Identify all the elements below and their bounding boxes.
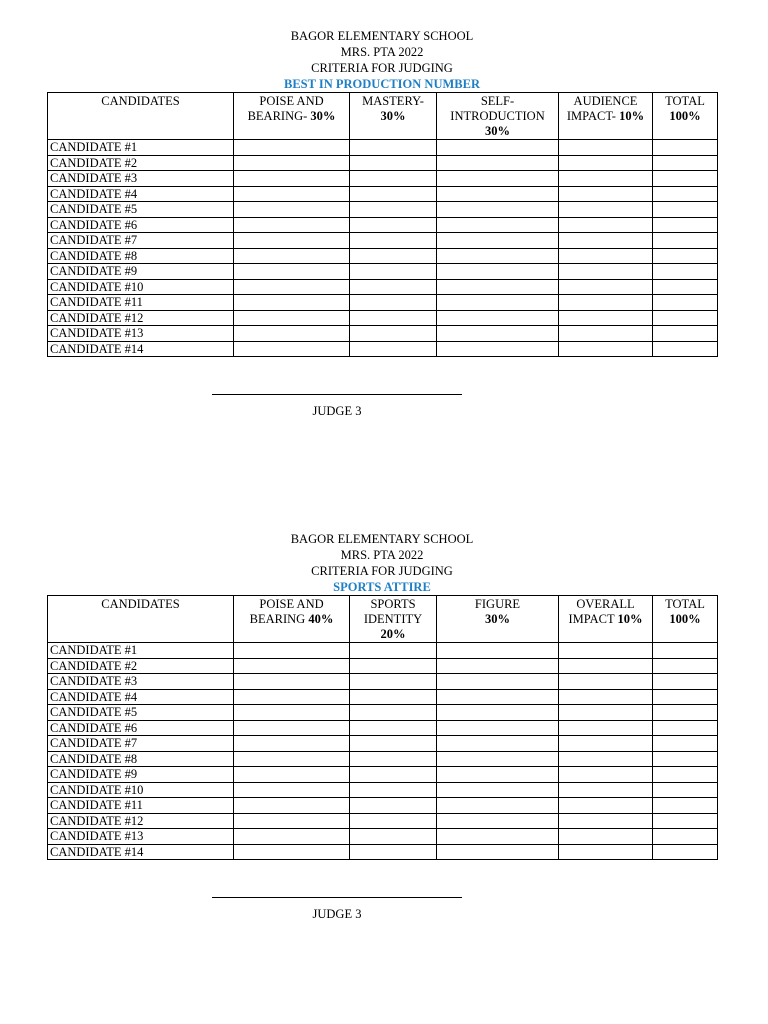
score-cell[interactable]	[559, 674, 653, 690]
score-cell[interactable]	[234, 689, 350, 705]
score-cell[interactable]	[437, 248, 559, 264]
candidate-name: CANDIDATE #12	[48, 813, 234, 829]
score-cell[interactable]	[653, 798, 718, 814]
candidate-name: CANDIDATE #5	[48, 705, 234, 721]
candidate-name: CANDIDATE #14	[48, 844, 234, 860]
score-cell[interactable]	[559, 782, 653, 798]
score-cell[interactable]	[234, 202, 350, 218]
candidate-name: CANDIDATE #9	[48, 264, 234, 280]
score-cell[interactable]	[559, 829, 653, 845]
table-row	[48, 248, 718, 264]
score-cell[interactable]	[437, 720, 559, 736]
score-cell[interactable]	[350, 751, 437, 767]
score-cell[interactable]	[559, 326, 653, 342]
score-cell[interactable]	[234, 782, 350, 798]
score-cell[interactable]	[437, 341, 559, 357]
table-row	[48, 643, 718, 659]
candidate-name: CANDIDATE #1	[48, 140, 234, 156]
score-cell[interactable]	[350, 767, 437, 783]
table-row	[48, 705, 718, 721]
score-cell[interactable]	[234, 844, 350, 860]
score-cell[interactable]	[653, 233, 718, 249]
score-cell[interactable]	[559, 279, 653, 295]
score-cell[interactable]	[559, 140, 653, 156]
candidate-name: CANDIDATE #6	[48, 217, 234, 233]
score-cell[interactable]	[350, 689, 437, 705]
judge-signature-2	[212, 897, 462, 922]
school-name: BAGOR ELEMENTARY SCHOOL	[290, 532, 474, 546]
judging-form-1	[47, 28, 717, 357]
candidate-name: CANDIDATE #11	[48, 798, 234, 814]
table-row	[48, 674, 718, 690]
table-row	[48, 217, 718, 233]
score-cell[interactable]	[437, 643, 559, 659]
table-row	[48, 202, 718, 218]
candidate-name: CANDIDATE #5	[48, 202, 234, 218]
candidate-name: CANDIDATE #7	[48, 736, 234, 752]
candidate-name: CANDIDATE #2	[48, 155, 234, 171]
score-cell[interactable]	[234, 705, 350, 721]
score-cell[interactable]	[437, 171, 559, 187]
table-row	[48, 813, 718, 829]
score-cell[interactable]	[350, 782, 437, 798]
school-name: BAGOR ELEMENTARY SCHOOL	[290, 29, 474, 43]
score-cell[interactable]	[559, 798, 653, 814]
score-cell[interactable]	[653, 782, 718, 798]
score-cell[interactable]	[437, 705, 559, 721]
score-cell[interactable]	[350, 248, 437, 264]
score-cell[interactable]	[437, 767, 559, 783]
score-cell[interactable]	[653, 720, 718, 736]
score-cell[interactable]	[653, 326, 718, 342]
score-cell[interactable]	[653, 751, 718, 767]
candidate-name: CANDIDATE #1	[48, 643, 234, 659]
score-cell[interactable]	[437, 674, 559, 690]
candidate-name: CANDIDATE #4	[48, 689, 234, 705]
score-cell[interactable]	[437, 326, 559, 342]
score-cell[interactable]	[559, 689, 653, 705]
score-cell[interactable]	[350, 310, 437, 326]
table-row	[48, 155, 718, 171]
score-cell[interactable]	[653, 279, 718, 295]
table-row	[48, 233, 718, 249]
score-table	[47, 92, 718, 357]
score-cell[interactable]	[437, 751, 559, 767]
score-cell[interactable]	[437, 689, 559, 705]
candidate-name: CANDIDATE #9	[48, 767, 234, 783]
candidate-name: CANDIDATE #3	[48, 171, 234, 187]
score-cell[interactable]	[559, 720, 653, 736]
column-header-sports-identity: SPORTS IDENTITY 20%	[350, 596, 437, 643]
table-header-row	[48, 93, 718, 140]
score-cell[interactable]	[653, 844, 718, 860]
score-cell[interactable]	[437, 295, 559, 311]
candidate-name: CANDIDATE #8	[48, 248, 234, 264]
judge-signature-1	[212, 394, 462, 419]
score-cell[interactable]	[350, 264, 437, 280]
column-header-self-introduction: SELF- INTRODUCTION 30%	[437, 93, 559, 140]
candidate-name: CANDIDATE #10	[48, 279, 234, 295]
score-cell[interactable]	[437, 217, 559, 233]
score-cell[interactable]	[234, 310, 350, 326]
score-cell[interactable]	[653, 674, 718, 690]
table-row	[48, 295, 718, 311]
table-row	[48, 279, 718, 295]
score-cell[interactable]	[234, 813, 350, 829]
score-cell[interactable]	[234, 798, 350, 814]
judge-label: JUDGE 3	[312, 404, 362, 418]
score-cell[interactable]	[437, 140, 559, 156]
category-title: SPORTS ATTIRE	[333, 580, 431, 594]
column-header-poise: POISE AND BEARING- 30%	[234, 93, 350, 140]
column-header-total: TOTAL 100%	[653, 596, 718, 643]
table-row	[48, 140, 718, 156]
score-cell[interactable]	[653, 155, 718, 171]
table-row	[48, 341, 718, 357]
candidate-name: CANDIDATE #13	[48, 829, 234, 845]
score-cell[interactable]	[350, 674, 437, 690]
candidate-name: CANDIDATE #10	[48, 782, 234, 798]
column-header-candidates: CANDIDATES	[48, 93, 234, 140]
score-cell[interactable]	[350, 720, 437, 736]
score-cell[interactable]	[350, 279, 437, 295]
judge-label: JUDGE 3	[312, 907, 362, 921]
score-cell[interactable]	[559, 171, 653, 187]
score-cell[interactable]	[559, 310, 653, 326]
signature-line	[212, 897, 462, 898]
score-cell[interactable]	[653, 140, 718, 156]
table-row	[48, 751, 718, 767]
table-row	[48, 782, 718, 798]
column-header-audience-impact: AUDIENCE IMPACT- 10%	[559, 93, 653, 140]
score-cell[interactable]	[559, 248, 653, 264]
score-cell[interactable]	[234, 720, 350, 736]
column-header-overall-impact: OVERALL IMPACT 10%	[559, 596, 653, 643]
category-title: BEST IN PRODUCTION NUMBER	[284, 77, 480, 91]
score-cell[interactable]	[350, 233, 437, 249]
score-cell[interactable]	[350, 155, 437, 171]
score-cell[interactable]	[350, 798, 437, 814]
event-title: MRS. PTA 2022	[340, 548, 424, 562]
score-cell[interactable]	[234, 171, 350, 187]
score-cell[interactable]	[559, 186, 653, 202]
criteria-title: CRITERIA FOR JUDGING	[311, 61, 453, 75]
candidate-name: CANDIDATE #11	[48, 295, 234, 311]
score-cell[interactable]	[559, 202, 653, 218]
score-cell[interactable]	[559, 643, 653, 659]
score-cell[interactable]	[350, 186, 437, 202]
score-cell[interactable]	[437, 813, 559, 829]
signature-line	[212, 394, 462, 395]
score-cell[interactable]	[653, 186, 718, 202]
candidate-name: CANDIDATE #6	[48, 720, 234, 736]
score-cell[interactable]	[234, 233, 350, 249]
table-row	[48, 736, 718, 752]
candidate-name: CANDIDATE #7	[48, 233, 234, 249]
score-cell[interactable]	[234, 295, 350, 311]
score-cell[interactable]	[437, 736, 559, 752]
score-cell[interactable]	[350, 829, 437, 845]
score-cell[interactable]	[234, 264, 350, 280]
score-cell[interactable]	[653, 829, 718, 845]
score-cell[interactable]	[350, 844, 437, 860]
score-cell[interactable]	[653, 689, 718, 705]
score-cell[interactable]	[559, 341, 653, 357]
score-cell[interactable]	[559, 295, 653, 311]
score-cell[interactable]	[559, 767, 653, 783]
score-cell[interactable]	[653, 767, 718, 783]
score-cell[interactable]	[350, 643, 437, 659]
score-cell[interactable]	[234, 736, 350, 752]
score-cell[interactable]	[653, 202, 718, 218]
judging-form-2	[47, 531, 717, 860]
score-cell[interactable]	[559, 155, 653, 171]
candidate-name: CANDIDATE #8	[48, 751, 234, 767]
event-title: MRS. PTA 2022	[340, 45, 424, 59]
score-cell[interactable]	[234, 767, 350, 783]
column-header-figure: FIGURE 30%	[437, 596, 559, 643]
score-cell[interactable]	[234, 751, 350, 767]
criteria-title: CRITERIA FOR JUDGING	[311, 564, 453, 578]
table-row	[48, 720, 718, 736]
score-cell[interactable]	[559, 264, 653, 280]
form-header	[47, 531, 717, 595]
candidate-name: CANDIDATE #3	[48, 674, 234, 690]
table-row	[48, 264, 718, 280]
score-cell[interactable]	[653, 264, 718, 280]
score-cell[interactable]	[234, 674, 350, 690]
score-cell[interactable]	[350, 813, 437, 829]
score-cell[interactable]	[653, 217, 718, 233]
table-row	[48, 658, 718, 674]
score-cell[interactable]	[350, 217, 437, 233]
score-cell[interactable]	[559, 233, 653, 249]
score-cell[interactable]	[653, 341, 718, 357]
score-cell[interactable]	[653, 295, 718, 311]
score-cell[interactable]	[437, 186, 559, 202]
score-cell[interactable]	[559, 813, 653, 829]
table-row	[48, 326, 718, 342]
score-cell[interactable]	[559, 217, 653, 233]
score-cell[interactable]	[234, 155, 350, 171]
candidate-name: CANDIDATE #14	[48, 341, 234, 357]
table-row	[48, 844, 718, 860]
score-cell[interactable]	[559, 751, 653, 767]
form-header	[47, 28, 717, 92]
table-row	[48, 186, 718, 202]
candidate-name: CANDIDATE #4	[48, 186, 234, 202]
score-cell[interactable]	[559, 705, 653, 721]
score-cell[interactable]	[350, 171, 437, 187]
score-cell[interactable]	[559, 736, 653, 752]
table-row	[48, 171, 718, 187]
column-header-total: TOTAL 100%	[653, 93, 718, 140]
score-cell[interactable]	[234, 186, 350, 202]
score-cell[interactable]	[437, 202, 559, 218]
score-cell[interactable]	[653, 310, 718, 326]
score-cell[interactable]	[234, 248, 350, 264]
score-cell[interactable]	[437, 658, 559, 674]
candidate-name: CANDIDATE #12	[48, 310, 234, 326]
score-cell[interactable]	[653, 643, 718, 659]
table-header-row	[48, 596, 718, 643]
table-row	[48, 689, 718, 705]
score-cell[interactable]	[653, 736, 718, 752]
score-cell[interactable]	[234, 658, 350, 674]
score-cell[interactable]	[559, 658, 653, 674]
score-cell[interactable]	[234, 829, 350, 845]
score-cell[interactable]	[653, 658, 718, 674]
score-cell[interactable]	[350, 341, 437, 357]
score-cell[interactable]	[437, 844, 559, 860]
score-cell[interactable]	[653, 171, 718, 187]
score-cell[interactable]	[350, 140, 437, 156]
candidate-name: CANDIDATE #13	[48, 326, 234, 342]
score-cell[interactable]	[437, 782, 559, 798]
score-cell[interactable]	[559, 844, 653, 860]
score-cell[interactable]	[437, 233, 559, 249]
score-cell[interactable]	[350, 295, 437, 311]
table-row	[48, 767, 718, 783]
score-cell[interactable]	[350, 705, 437, 721]
score-cell[interactable]	[234, 341, 350, 357]
score-cell[interactable]	[653, 813, 718, 829]
score-cell[interactable]	[437, 264, 559, 280]
score-cell[interactable]	[437, 310, 559, 326]
score-cell[interactable]	[437, 829, 559, 845]
score-cell[interactable]	[234, 217, 350, 233]
score-cell[interactable]	[234, 643, 350, 659]
score-cell[interactable]	[350, 658, 437, 674]
candidate-name: CANDIDATE #2	[48, 658, 234, 674]
table-row	[48, 310, 718, 326]
score-cell[interactable]	[350, 736, 437, 752]
table-row	[48, 798, 718, 814]
score-cell[interactable]	[234, 140, 350, 156]
score-cell[interactable]	[653, 248, 718, 264]
score-cell[interactable]	[350, 202, 437, 218]
score-cell[interactable]	[437, 279, 559, 295]
score-cell[interactable]	[234, 279, 350, 295]
score-cell[interactable]	[653, 705, 718, 721]
column-header-poise: POISE AND BEARING 40%	[234, 596, 350, 643]
score-cell[interactable]	[234, 326, 350, 342]
score-cell[interactable]	[437, 798, 559, 814]
score-cell[interactable]	[350, 326, 437, 342]
column-header-mastery: MASTERY- 30%	[350, 93, 437, 140]
table-row	[48, 829, 718, 845]
score-cell[interactable]	[437, 155, 559, 171]
score-table	[47, 595, 718, 860]
column-header-candidates: CANDIDATES	[48, 596, 234, 643]
